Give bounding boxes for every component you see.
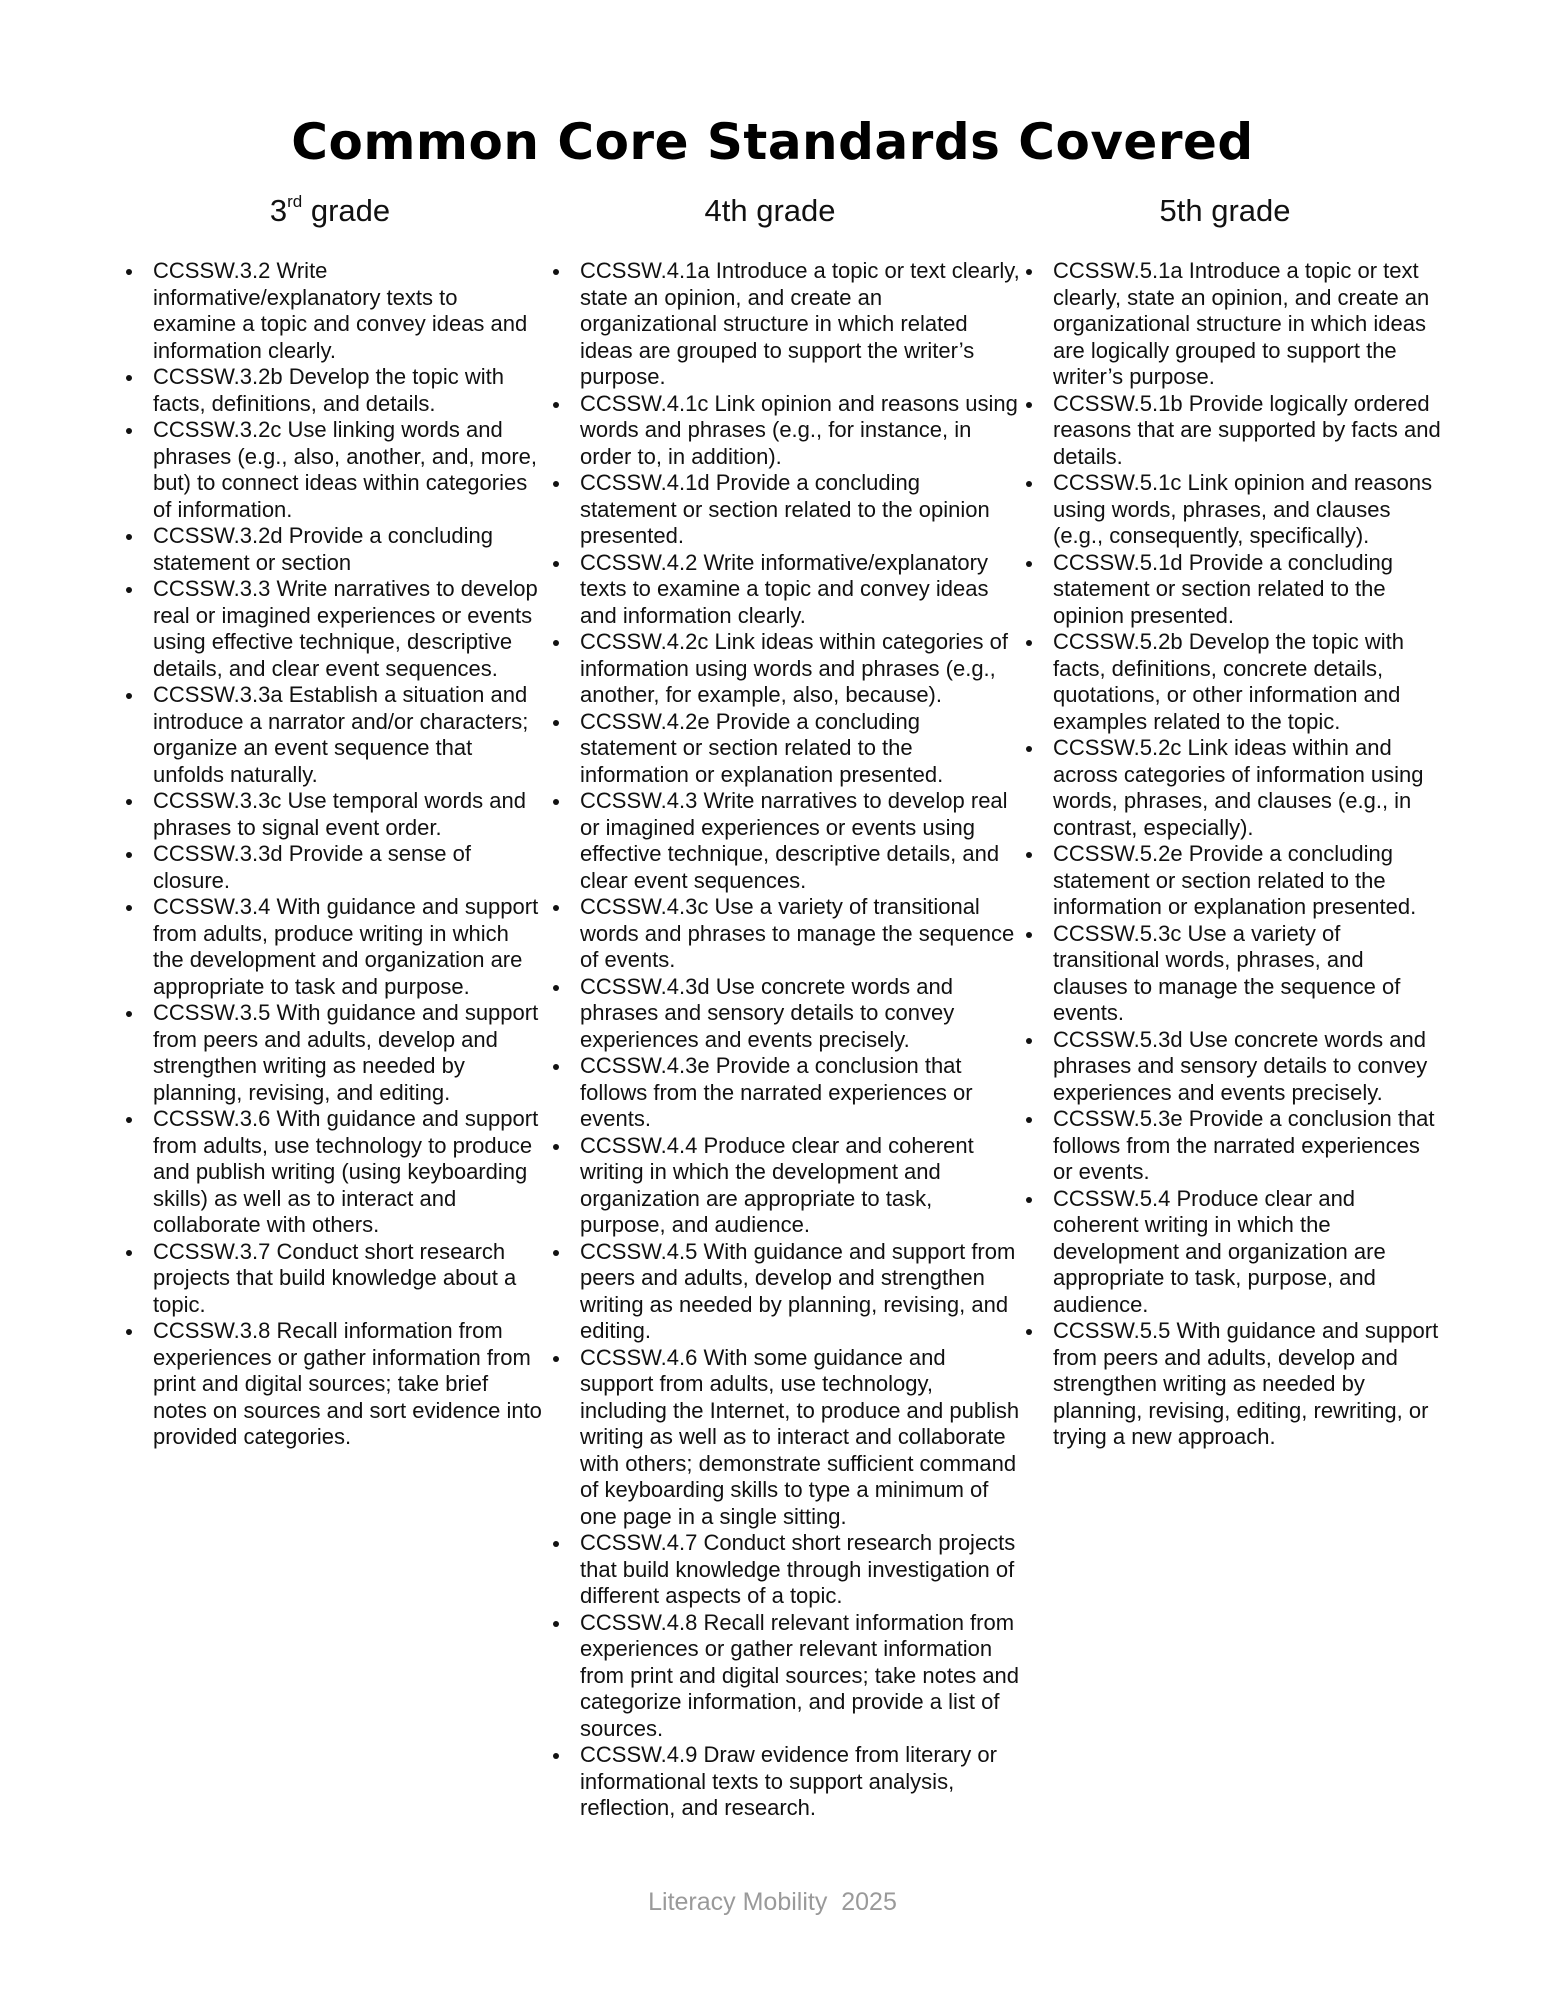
standard-item: CCSSW.3.3d Provide a sense of closure. xyxy=(153,841,543,894)
footer-text: Literacy Mobility 2025 xyxy=(648,1888,897,1916)
page-title: Common Core Standards Covered xyxy=(291,113,1254,171)
standard-item: CCSSW.4.3c Use a variety of transitional words and phrases to manage the sequence of events. xyxy=(580,894,1020,974)
standard-item: CCSSW.4.1a Introduce a topic or text clearly, state an opinion, and create an organizational structure in which related ideas are grouped to support the writer’s purpose. xyxy=(580,258,1020,389)
standard-item: CCSSW.3.3c Use temporal words and phrases to signal event order. xyxy=(153,788,543,841)
grade-3-number: 3 xyxy=(269,193,288,228)
grade-5-standards-list xyxy=(1053,258,1443,1451)
standard-item: CCSSW.4.5 With guidance and support from peers and adults, develop and strengthen writing as needed by planning, revising, and editing. xyxy=(580,1239,1020,1345)
standard-item: CCSSW.4.1d Provide a concluding statement or section related to the opinion presented. xyxy=(580,470,1020,550)
standard-item: CCSSW.4.3d Use concrete words and phrases and sensory details to convey experiences and events precisely. xyxy=(580,974,1020,1054)
standard-item: CCSSW.3.7 Conduct short research projects that build knowledge about a topic. xyxy=(153,1239,543,1319)
grade-5-heading: 5th grade xyxy=(1159,193,1291,228)
standard-item: CCSSW.5.3c Use a variety of transitional words, phrases, and clauses to manage the sequence of events. xyxy=(1053,921,1443,1027)
standard-item: CCSSW.3.3a Establish a situation and introduce a narrator and/or characters; organize an event sequence that unfolds naturally. xyxy=(153,682,543,788)
standard-item: CCSSW.5.1d Provide a concluding statement or section related to the opinion presented. xyxy=(1053,550,1443,630)
grade-4-standards-list xyxy=(580,258,1020,1822)
standard-item: CCSSW.4.8 Recall relevant information from experiences or gather relevant information from print and digital sources; take notes and categorize information, and provide a list of sources. xyxy=(580,1609,1020,1741)
standard-item: CCSSW.5.1a Introduce a topic or text clearly, state an opinion, and create an organizational structure in which ideas are logically grouped to support the writer’s purpose. xyxy=(1053,258,1443,391)
standard-item: CCSSW.4.6 With some guidance and support from adults, use technology, including the Internet, to produce and publish writing as well as to interact and collaborate with others; demonstrate sufficient command of keyboarding skills to type a minimum of one page in a single sitting. xyxy=(580,1344,1020,1529)
standard-item: CCSSW.4.2c Link ideas within categories of information using words and phrases (e.g., another, for example, also, because). xyxy=(580,629,1020,709)
standard-item: CCSSW.5.3e Provide a conclusion that follows from the narrated experiences or events. xyxy=(1053,1106,1443,1186)
standard-item: CCSSW.3.2d Provide a concluding statement or section xyxy=(153,523,543,576)
standard-item: CCSSW.3.2b Develop the topic with facts, definitions, and details. xyxy=(153,364,543,417)
grade-3-heading xyxy=(195,192,465,230)
standard-item: CCSSW.3.3 Write narratives to develop real or imagined experiences or events using effective technique, descriptive details, and clear event sequences. xyxy=(153,576,543,682)
standard-item: CCSSW.3.8 Recall information from experiences or gather information from print and digital sources; take brief notes on sources and sort evidence into provided categories. xyxy=(153,1318,542,1449)
standard-item: CCSSW.5.2c Link ideas within and across categories of information using words, phrases, and clauses (e.g., in contrast, especially). xyxy=(1053,735,1443,841)
standard-item: CCSSW.3.5 With guidance and support from peers and adults, develop and strengthen writing as needed by planning, revising, and editing. xyxy=(153,1000,543,1106)
standard-item: CCSSW.5.1b Provide logically ordered reasons that are supported by facts and details. xyxy=(1053,391,1443,471)
standard-item: CCSSW.3.6 With guidance and support from adults, use technology to produce and publish writing (using keyboarding skills) as well as to interact and collaborate with others. xyxy=(153,1106,543,1239)
standard-item: CCSSW.4.7 Conduct short research projects that build knowledge through investigation of different aspects of a topic. xyxy=(580,1530,1020,1610)
grade-3-label: grade xyxy=(302,193,391,228)
standard-item: CCSSW.3.2c Use linking words and phrases (e.g., also, another, and, more, but) to connect ideas within categories of information. xyxy=(153,417,543,523)
standard-item: CCSSW.5.2e Provide a concluding statement or section related to the information or explanation presented. xyxy=(1053,841,1443,921)
standard-item: CCSSW.3.4 With guidance and support from adults, produce writing in which the development and organization are appropriate to task and purpose. xyxy=(153,894,543,1000)
standard-item: CCSSW.4.2 Write informative/explanatory texts to examine a topic and convey ideas and information clearly. xyxy=(580,550,1020,630)
grade-3-standards-list xyxy=(153,258,543,1451)
standard-item: CCSSW.4.3 Write narratives to develop real or imagined experiences or events using effective technique, descriptive details, and clear event sequences. xyxy=(580,788,1020,894)
standard-item: CCSSW.5.2b Develop the topic with facts, definitions, concrete details, quotations, or other information and examples related to the topic. xyxy=(1053,629,1443,735)
standard-item: CCSSW.5.1c Link opinion and reasons using words, phrases, and clauses (e.g., consequently, specifically). xyxy=(1053,470,1443,550)
standard-item: CCSSW.4.1c Link opinion and reasons using words and phrases (e.g., for instance, in order to, in addition). xyxy=(580,391,1020,471)
standard-item: CCSSW.4.3e Provide a conclusion that follows from the narrated experiences or events. xyxy=(580,1053,1020,1133)
standard-item: CCSSW.4.2e Provide a concluding statement or section related to the information or explanation presented. xyxy=(580,709,1020,789)
grade-3-ordinal: rd xyxy=(287,191,303,211)
standard-item: CCSSW.4.9 Draw evidence from literary or informational texts to support analysis, reflection, and research. xyxy=(580,1742,1020,1822)
standard-item: CCSSW.3.2 Write informative/explanatory texts to examine a topic and convey ideas and information clearly. xyxy=(153,258,543,364)
standard-item: CCSSW.5.5 With guidance and support from peers and adults, develop and strengthen writing as needed by planning, revising, editing, rewriting, or trying a new approach. xyxy=(1053,1318,1443,1451)
grade-4-heading: 4th grade xyxy=(704,193,836,228)
standard-item: CCSSW.5.3d Use concrete words and phrases and sensory details to convey experiences and events precisely. xyxy=(1053,1027,1443,1107)
standard-item: CCSSW.5.4 Produce clear and coherent writing in which the development and organization are appropriate to task, purpose, and audience. xyxy=(1053,1186,1443,1319)
standard-item: CCSSW.4.4 Produce clear and coherent writing in which the development and organization are appropriate to task, purpose, and audience. xyxy=(580,1133,1020,1239)
